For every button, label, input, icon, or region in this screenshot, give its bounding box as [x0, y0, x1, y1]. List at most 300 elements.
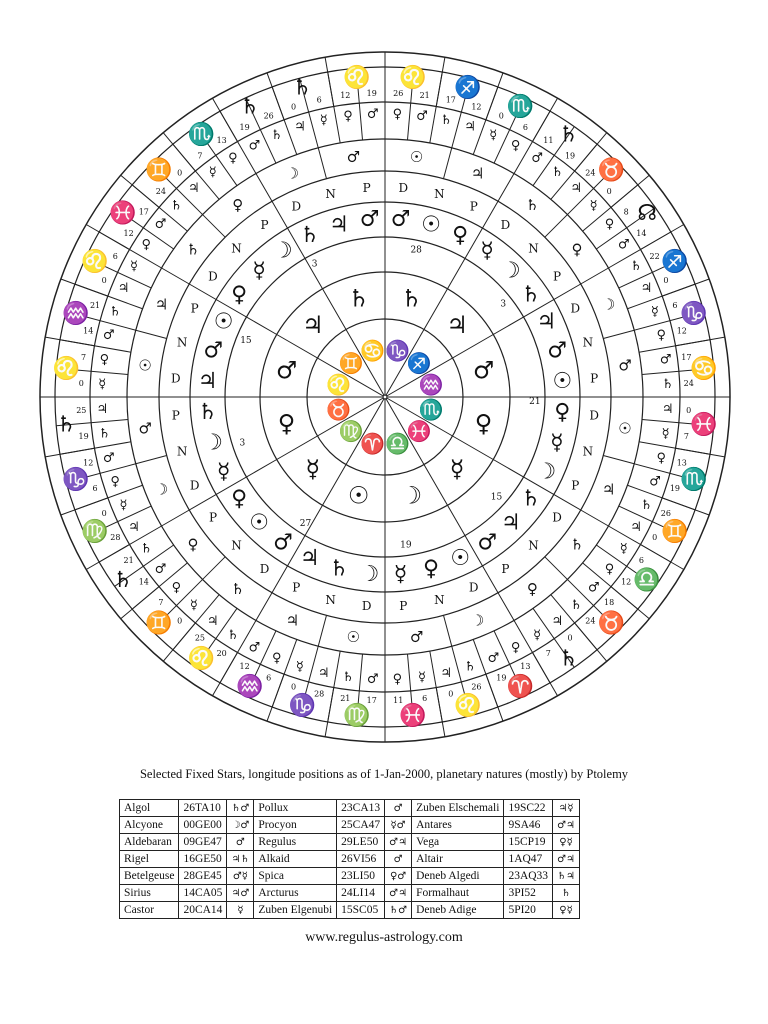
triplicity-ruler-glyph: ♀	[571, 240, 583, 259]
star-name: Algol	[120, 800, 179, 817]
decan-sign-glyph: ♌	[399, 65, 427, 91]
star-name: Sirius	[120, 885, 179, 902]
dnp-label: D	[398, 180, 409, 195]
term-ruler-glyph: ♀	[110, 474, 120, 490]
triplicity-divider	[136, 455, 167, 463]
term-degree-label: 12	[83, 458, 94, 468]
term-degree-label: 13	[216, 136, 227, 146]
face-ruler-glyph: ☉	[249, 510, 270, 536]
term-degree-label: 24	[585, 168, 596, 178]
face-ruler-glyph: ☿	[216, 459, 231, 485]
dnp-label: N	[528, 241, 539, 256]
term-ruler-glyph: ♂	[366, 106, 379, 122]
sign-ruler-glyph: ♀	[474, 409, 493, 438]
face-ruler-glyph: ♂	[547, 338, 567, 364]
decan-sign-glyph: ♌	[52, 356, 80, 382]
term-ruler-glyph: ☿	[533, 628, 542, 644]
decan-sign-glyph: ♏	[187, 122, 216, 148]
term-ruler-glyph: ♃	[294, 119, 306, 135]
term-degree-label: 6	[112, 252, 118, 262]
inner-sign-glyph: ♉	[326, 397, 352, 422]
term-ruler-glyph: ♂	[154, 217, 167, 233]
dnp-label: P	[260, 217, 269, 232]
term-ruler-glyph: ♄	[464, 659, 476, 675]
triplicity-ruler-glyph: ♃	[285, 611, 300, 630]
star-nature: ♂	[385, 800, 412, 817]
term-degree-label: 11	[393, 696, 404, 706]
term-degree-label: 6	[316, 95, 322, 105]
dnp-label: P	[571, 478, 580, 493]
face-ruler-glyph: ☽	[500, 258, 521, 284]
star-name: Deneb Algedi	[412, 868, 504, 885]
sign-ruler-glyph: ☿	[305, 455, 321, 484]
term-degree-label: 17	[366, 696, 377, 706]
star-position: 19SC22	[504, 800, 553, 817]
face-ruler-glyph: ♀	[231, 282, 248, 308]
decan-sign-glyph: ♉	[597, 610, 625, 636]
term-ruler-glyph: ♂	[649, 474, 661, 490]
term-degree-label: 7	[683, 432, 689, 442]
term-degree-label: 0	[101, 508, 107, 518]
face-ruler-glyph: ☿	[393, 561, 408, 587]
term-ruler-glyph: ♂	[102, 328, 115, 344]
face-ruler-glyph: ♄	[197, 400, 218, 426]
term-ruler-glyph: ♃	[464, 119, 476, 135]
dnp-label: P	[362, 180, 371, 195]
star-nature: ♃♄	[227, 851, 254, 868]
decan-sign-glyph: ♌	[454, 693, 482, 719]
term-degree-label: 24	[155, 187, 166, 197]
face-ruler-glyph: ☽	[536, 459, 557, 485]
term-degree-label: 24	[585, 616, 596, 626]
triplicity-divider	[162, 268, 190, 284]
face-number-label: 15	[490, 492, 503, 503]
face-ruler-glyph: ♂	[359, 207, 380, 233]
star-name: Altair	[412, 851, 504, 868]
term-degree-label: 6	[638, 555, 644, 565]
decan-sign-glyph: ♊	[661, 519, 689, 545]
triplicity-ruler-glyph: ♂	[138, 419, 152, 438]
star-position: 23AQ33	[504, 868, 553, 885]
term-ruler-glyph: ♃	[206, 614, 219, 630]
dnp-label: N	[325, 592, 336, 607]
dnp-label: P	[399, 599, 408, 614]
term-ruler-glyph: ♀	[271, 650, 282, 666]
star-nature: ♄♂	[227, 800, 254, 817]
dnp-label: D	[500, 217, 511, 232]
table-row	[120, 817, 580, 834]
dnp-label: D	[189, 478, 200, 493]
decan-sign-glyph: ♓	[690, 412, 718, 438]
term-ruler-glyph: ♀	[343, 108, 353, 124]
star-name: Alcyone	[120, 817, 179, 834]
term-ruler-glyph: ♄	[140, 541, 153, 557]
term-ruler-glyph: ♂	[587, 580, 600, 596]
dnp-label: N	[231, 538, 242, 553]
term-degree-label: 0	[101, 276, 107, 286]
table-row	[120, 851, 580, 868]
face-ruler-glyph: ♀	[452, 223, 469, 249]
decan-sign-glyph: ♍	[81, 519, 109, 545]
triplicity-divider	[545, 215, 568, 238]
face-number-label: 15	[240, 335, 252, 346]
star-nature: ♂	[227, 834, 254, 851]
term-degree-label: 7	[158, 597, 164, 607]
triplicity-ruler-glyph: ☉	[138, 356, 152, 375]
term-ruler-glyph: ♄	[551, 164, 564, 180]
star-nature: ♀☿	[553, 902, 580, 919]
face-ruler-glyph: ☉	[552, 368, 573, 394]
star-name: Procyon	[254, 817, 337, 834]
decan-sign-glyph: ♓	[109, 200, 137, 226]
term-ruler-glyph: ☿	[417, 670, 426, 686]
face-ruler-glyph: ♂	[203, 338, 223, 364]
star-position: 14CA05	[179, 885, 227, 902]
term-degree-label: 12	[340, 91, 351, 101]
dnp-label: N	[231, 241, 242, 256]
star-name: Arcturus	[254, 885, 337, 902]
term-ruler-glyph: ♃	[570, 180, 583, 196]
term-degree-label: 28	[314, 689, 325, 699]
term-ruler-glyph: ♂	[248, 640, 261, 656]
term-ruler-glyph: ♃	[661, 401, 674, 417]
dnp-label: D	[552, 510, 562, 525]
star-name: Pollux	[254, 800, 337, 817]
term-degree-label: 6	[422, 693, 428, 703]
dnp-label: N	[176, 335, 188, 350]
star-position: 26TA10	[179, 800, 227, 817]
dnp-label: P	[208, 510, 218, 525]
term-degree-label: 19	[669, 483, 681, 493]
table-row	[120, 885, 580, 902]
term-ruler-glyph: ☿	[129, 258, 138, 274]
decan-sign-glyph: ♌	[187, 646, 216, 672]
term-ruler-glyph: ☿	[295, 659, 304, 675]
sign-ruler-glyph: ♄	[400, 284, 423, 313]
star-name: Zuben Elschemali	[412, 800, 504, 817]
decan-sign-glyph: ♐	[454, 75, 482, 101]
star-nature: ♀☿	[553, 834, 580, 851]
term-degree-label: 19	[366, 88, 377, 98]
table-row	[120, 868, 580, 885]
term-ruler-glyph: ♃	[187, 180, 200, 196]
dnp-label: D	[570, 301, 581, 316]
term-ruler-glyph: ♀	[510, 138, 521, 154]
term-degree-label: 21	[340, 693, 351, 703]
term-degree-label: 21	[123, 555, 134, 565]
term-degree-label: 0	[652, 532, 658, 542]
face-number-label: 21	[529, 397, 541, 408]
sign-ruler-glyph: ♄	[347, 284, 370, 313]
term-degree-label: 21	[89, 301, 101, 311]
face-ruler-glyph: ♃	[536, 309, 557, 335]
term-degree-label: 19	[564, 151, 576, 161]
star-nature: ☿♂	[385, 817, 412, 834]
term-ruler-glyph: ☿	[619, 541, 628, 557]
inner-sign-glyph: ♈	[360, 431, 386, 456]
term-degree-label: 0	[686, 405, 692, 415]
term-degree-label: 12	[471, 102, 482, 112]
star-position: 28GE45	[179, 868, 227, 885]
decan-sign-glyph: ♏	[680, 467, 708, 493]
face-ruler-glyph: ☽	[273, 238, 293, 264]
triplicity-divider	[443, 148, 451, 179]
term-ruler-glyph: ♀	[510, 640, 521, 656]
face-ruler-glyph: ☿	[252, 258, 266, 284]
inner-sign-glyph: ♌	[326, 372, 352, 397]
face-ruler-glyph: ☉	[213, 309, 234, 335]
dnp-label: P	[590, 371, 599, 386]
star-position: 25CA47	[337, 817, 385, 834]
triplicity-ruler-glyph: ♀	[232, 196, 244, 215]
term-ruler-glyph: ☿	[119, 497, 128, 513]
table-row	[120, 800, 580, 817]
star-name: Castor	[120, 902, 179, 919]
inner-sign-glyph: ♏	[418, 397, 444, 422]
triplicity-divider	[545, 557, 568, 580]
triplicity-divider	[136, 330, 167, 338]
term-ruler-glyph: ♀	[392, 672, 403, 688]
term-ruler-glyph: ♃	[551, 614, 564, 630]
dnp-label: D	[361, 599, 372, 614]
star-position: 15SC05	[337, 902, 385, 919]
star-name: Antares	[412, 817, 504, 834]
dnp-label: N	[434, 592, 445, 607]
star-position: 5PI20	[504, 902, 553, 919]
inner-sign-glyph: ♒	[418, 372, 444, 397]
triplicity-divider	[498, 593, 514, 621]
dnp-label: D	[468, 580, 479, 595]
face-ruler-glyph: ♂	[477, 530, 497, 556]
face-ruler-glyph: ♀	[423, 556, 440, 582]
star-nature: ♄	[553, 885, 580, 902]
triplicity-divider	[203, 557, 226, 580]
triplicity-ruler-glyph: ♄	[525, 196, 540, 215]
triplicity-ruler-glyph: ☽	[601, 295, 616, 314]
inner-sign-glyph: ♍	[338, 418, 364, 443]
face-ruler-glyph: ☿	[550, 430, 564, 456]
term-degree-label: 26	[471, 682, 482, 692]
triplicity-ruler-glyph: ♂	[346, 148, 361, 167]
term-ruler-glyph: ☿	[98, 377, 107, 393]
decan-sign-glyph: ♑	[680, 301, 708, 327]
face-ruler-glyph: ☽	[203, 430, 223, 456]
term-ruler-glyph: ♄	[570, 598, 583, 614]
term-ruler-glyph: ☿	[589, 198, 598, 214]
face-ruler-glyph: ♄	[520, 486, 541, 512]
star-position: 24LI14	[337, 885, 385, 902]
face-ruler-glyph: ♀	[231, 486, 248, 512]
face-ruler-glyph: ☉	[450, 545, 471, 571]
dnp-label: P	[552, 269, 562, 284]
term-ruler-glyph: ☿	[208, 164, 217, 180]
dnp-label: N	[176, 444, 188, 459]
term-degree-label: 0	[291, 682, 297, 692]
term-degree-label: 17	[138, 207, 149, 217]
term-degree-label: 25	[194, 633, 206, 643]
decan-sign-glyph: ♊	[145, 610, 173, 636]
term-ruler-glyph: ♃	[317, 665, 330, 681]
triplicity-ruler-glyph: ♄	[186, 240, 200, 259]
term-ruler-glyph: ♂	[154, 561, 167, 577]
triplicity-ruler-glyph: ☉	[346, 627, 361, 646]
triplicity-divider	[603, 455, 634, 463]
triplicity-divider	[603, 330, 634, 338]
dnp-label: N	[434, 187, 445, 202]
dnp-label: P	[501, 562, 510, 577]
face-ruler-glyph: ♂	[390, 207, 411, 233]
decan-sign-glyph: ♄	[113, 568, 133, 594]
dnp-label: N	[582, 335, 594, 350]
triplicity-ruler-glyph: ☽	[470, 611, 485, 630]
sign-ruler-glyph: ♃	[302, 310, 324, 339]
face-ruler-glyph: ♄	[329, 556, 349, 582]
triplicity-divider	[256, 174, 272, 202]
term-ruler-glyph: ♄	[270, 128, 283, 144]
star-nature: ☿	[227, 902, 254, 919]
star-name: Vega	[412, 834, 504, 851]
term-degree-label: 22	[649, 252, 660, 262]
term-ruler-glyph: ♀	[604, 561, 615, 577]
decan-sign-glyph: ♌	[81, 249, 109, 275]
sign-ruler-glyph: ☽	[400, 481, 423, 510]
term-ruler-glyph: ♀	[99, 352, 110, 368]
term-degree-label: 17	[681, 352, 692, 362]
term-degree-label: 19	[496, 673, 507, 683]
term-degree-label: 26	[263, 111, 274, 121]
term-ruler-glyph: ♄	[440, 113, 453, 129]
decan-sign-glyph: ♍	[343, 703, 371, 729]
decan-sign-glyph: ♈	[506, 674, 534, 700]
term-degree-label: 20	[216, 648, 227, 658]
decan-sign-glyph: ♊	[145, 158, 173, 184]
term-degree-label: 0	[177, 168, 183, 178]
term-degree-label: 0	[663, 276, 669, 286]
term-degree-label: 19	[239, 122, 250, 132]
term-degree-label: 0	[78, 379, 84, 389]
decan-sign-glyph: ♌	[343, 65, 371, 91]
face-number-label: 3	[311, 259, 318, 270]
star-name: Formalhaut	[412, 885, 504, 902]
term-ruler-glyph: ♂	[416, 108, 428, 124]
decan-sign-glyph: ♉	[597, 158, 625, 184]
inner-sign-glyph: ♎	[384, 431, 410, 456]
face-ruler-glyph: ♂	[273, 530, 293, 556]
decan-sign-glyph: ♐	[661, 249, 689, 275]
decan-sign-glyph: ♄	[558, 646, 579, 672]
decan-sign-glyph: ♒	[62, 301, 90, 327]
face-ruler-glyph: ♃	[197, 368, 218, 394]
term-degree-label: 0	[177, 616, 183, 626]
term-ruler-glyph: ☿	[650, 304, 659, 320]
decan-sign-glyph: ♄	[56, 412, 77, 438]
term-ruler-glyph: ♄	[342, 670, 354, 686]
term-ruler-glyph: ♂	[248, 138, 261, 154]
term-ruler-glyph: ♄	[630, 258, 642, 274]
decan-sign-glyph: ☊	[637, 200, 657, 226]
term-degree-label: 13	[520, 662, 531, 672]
star-nature: ☽♂	[227, 817, 254, 834]
star-nature: ♂♃	[553, 817, 580, 834]
term-ruler-glyph: ☿	[661, 426, 670, 442]
face-ruler-glyph: ☽	[359, 561, 380, 587]
term-ruler-glyph: ♂	[487, 650, 500, 666]
fixed-stars-table	[119, 799, 580, 919]
term-ruler-glyph: ♄	[640, 497, 653, 513]
term-degree-label: 26	[660, 508, 671, 518]
star-nature: ♂♃	[385, 834, 412, 851]
term-degree-label: 8	[623, 207, 629, 217]
face-ruler-glyph: ♄	[520, 282, 541, 308]
term-degree-label: 28	[110, 532, 121, 542]
triplicity-divider	[498, 174, 514, 202]
face-ruler-glyph: ♃	[299, 545, 320, 571]
term-ruler-glyph: ♃	[440, 665, 453, 681]
star-position: 09GE47	[179, 834, 227, 851]
star-nature: ♀♂	[385, 868, 412, 885]
star-nature: ♃☿	[553, 800, 580, 817]
face-ruler-glyph: ♃	[500, 510, 521, 536]
decan-sign-glyph: ♓	[399, 703, 427, 729]
term-degree-label: 7	[197, 151, 203, 161]
term-ruler-glyph: ♀	[171, 580, 182, 596]
table-row	[120, 902, 580, 919]
term-degree-label: 0	[567, 633, 573, 643]
star-name: Zuben Elgenubi	[254, 902, 337, 919]
term-ruler-glyph: ♄	[170, 198, 183, 214]
term-degree-label: 6	[672, 301, 678, 311]
term-ruler-glyph: ♀	[604, 217, 615, 233]
term-ruler-glyph: ☿	[489, 128, 498, 144]
decan-sign-glyph: ♎	[633, 568, 661, 594]
dnp-label: P	[190, 301, 199, 316]
term-degree-label: 6	[92, 483, 98, 493]
term-degree-label: 7	[545, 648, 551, 658]
decan-sign-glyph: ♋	[690, 356, 718, 382]
triplicity-ruler-glyph: ♃	[470, 164, 485, 183]
dnp-label: P	[171, 408, 180, 423]
triplicity-divider	[318, 148, 326, 179]
dnp-label: N	[528, 538, 539, 553]
term-ruler-glyph: ♃	[630, 520, 642, 536]
star-position: 9SA46	[504, 817, 553, 834]
star-position: 29LE50	[337, 834, 385, 851]
term-ruler-glyph: ♀	[228, 150, 238, 166]
table-row	[120, 834, 580, 851]
face-number-label: 19	[400, 540, 412, 551]
term-degree-label: 18	[604, 597, 615, 607]
star-name: Alkaid	[254, 851, 337, 868]
star-position: 23LI50	[337, 868, 385, 885]
star-position: 26VI56	[337, 851, 385, 868]
term-ruler-glyph: ☿	[189, 598, 198, 614]
triplicity-ruler-glyph: ♄	[230, 579, 245, 598]
inner-sign-glyph: ♑	[384, 338, 410, 363]
decan-sign-glyph: ♄	[558, 122, 579, 148]
term-ruler-glyph: ♀	[656, 328, 667, 344]
star-nature: ♂♃	[385, 885, 412, 902]
face-number-label: 3	[500, 299, 507, 310]
star-nature: ♄♂	[385, 902, 412, 919]
decan-sign-glyph: ♏	[506, 94, 534, 120]
dnp-label: D	[170, 371, 181, 386]
term-ruler-glyph: ♂	[659, 352, 672, 368]
term-ruler-glyph: ♀	[392, 106, 403, 122]
term-degree-label: 17	[445, 95, 456, 105]
triplicity-ruler-glyph: ☽	[154, 480, 169, 499]
term-degree-label: 21	[419, 91, 430, 101]
term-degree-label: 12	[676, 326, 687, 336]
